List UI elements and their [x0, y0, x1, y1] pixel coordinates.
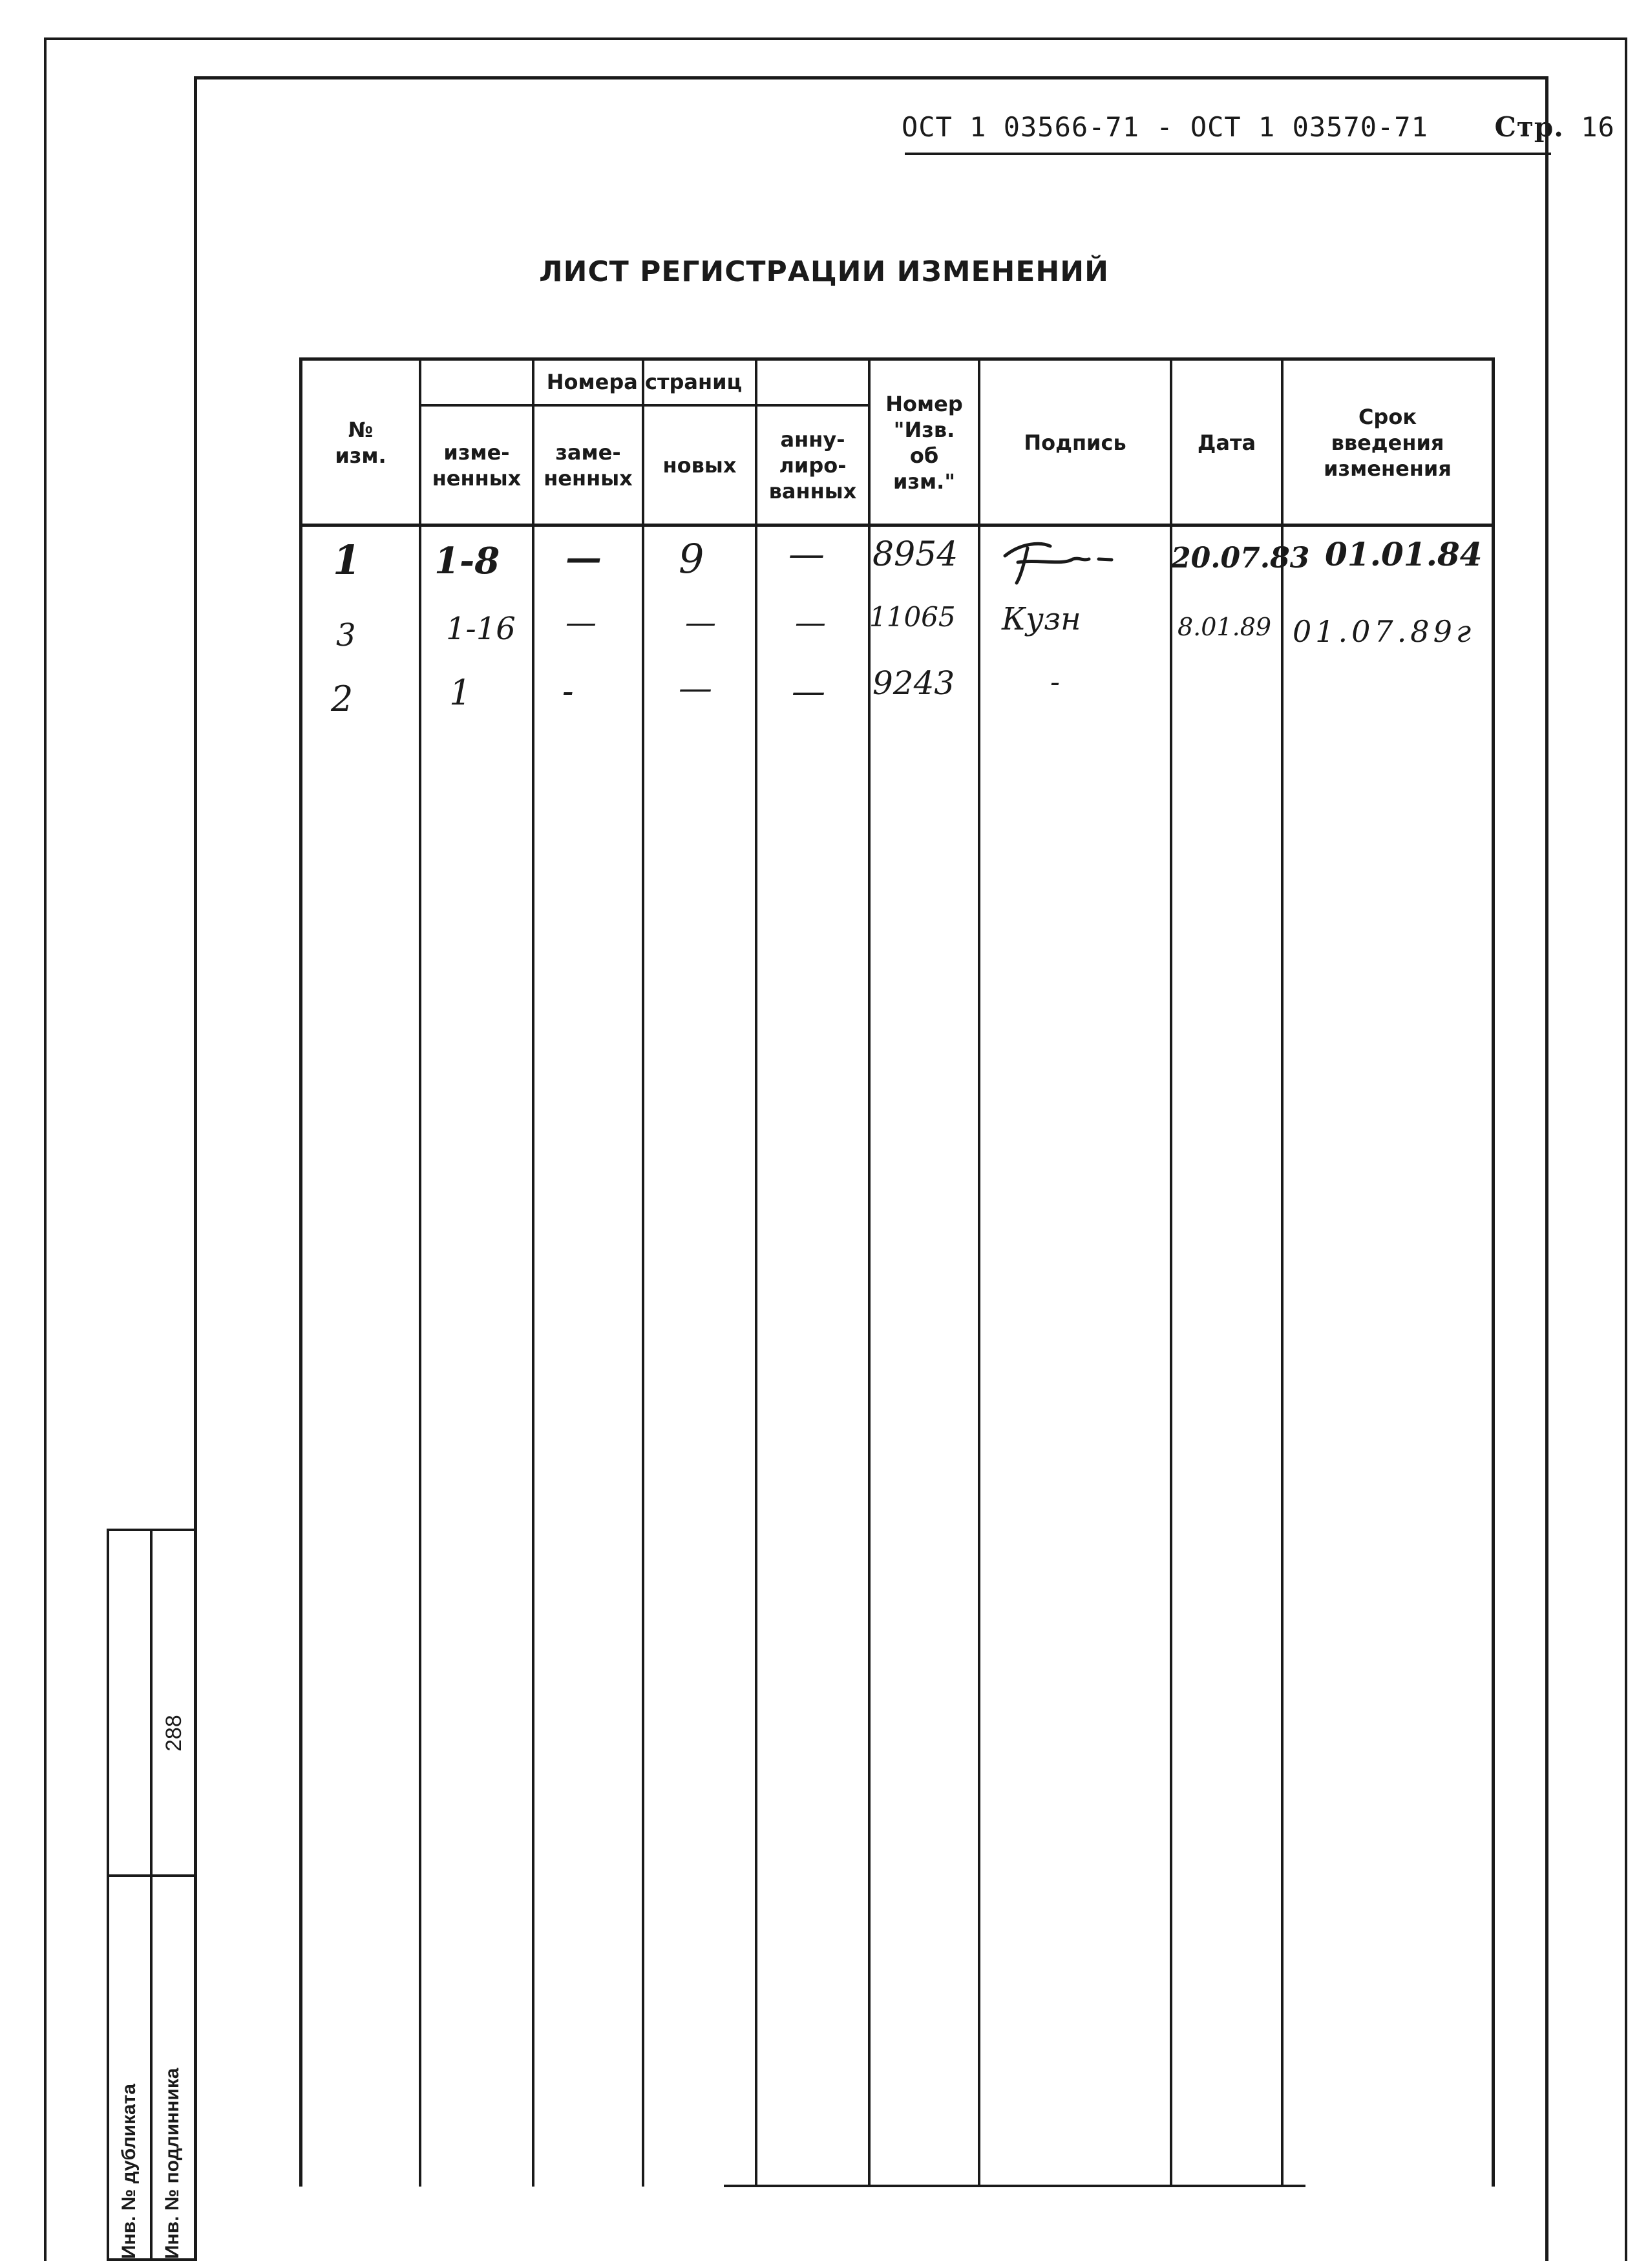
- stamp-divider: [150, 1529, 153, 2261]
- inv-duplicate-label: Инв. № дубликата: [118, 2083, 140, 2259]
- header-num: № изм.: [335, 418, 386, 468]
- col-divider: [1170, 357, 1172, 2187]
- doc-code: ОСТ 1 03566-71 - ОСТ 1 03570-71: [902, 111, 1428, 143]
- row1-signature: [992, 530, 1121, 588]
- col-divider: [755, 357, 757, 2187]
- row3-annulled: —: [792, 672, 825, 711]
- row2-notice: 11065: [869, 601, 956, 633]
- header-signature: Подпись: [1024, 430, 1126, 455]
- col-divider: [419, 357, 421, 2187]
- col-divider: [1281, 357, 1284, 2187]
- header-divider: [299, 524, 1495, 527]
- header-date: Дата: [1197, 430, 1256, 455]
- outer-border-left: [44, 37, 47, 2261]
- col-divider: [978, 357, 980, 2187]
- header-changed: изме- ненных: [432, 440, 522, 491]
- row2-changed: 1-16: [446, 611, 516, 647]
- stamp-divider: [107, 1874, 195, 1877]
- row2-effective: 01.07.89г: [1293, 614, 1475, 649]
- row3-signature: -: [1050, 666, 1060, 699]
- row1-annulled: —: [788, 533, 825, 575]
- header-pages-group: Номера страниц: [546, 370, 743, 394]
- page-header: [902, 111, 1615, 143]
- outer-border-top: [44, 37, 1627, 40]
- page-label: Стр.: [1494, 111, 1564, 143]
- header-new: новых: [662, 453, 737, 478]
- row1-date: 20.07.83: [1171, 542, 1310, 575]
- row1-num: 1: [333, 536, 361, 584]
- row3-notice: 9243: [872, 664, 955, 702]
- row1-changed: 1-8: [434, 540, 500, 582]
- row2-new: —: [685, 604, 716, 641]
- row1-effective: 01.01.84: [1325, 535, 1483, 573]
- row3-replaced: -: [562, 672, 574, 711]
- row2-date: 8.01.89: [1178, 613, 1272, 641]
- row2-signature: Кузн: [1002, 601, 1081, 637]
- outer-border-right: [1625, 37, 1627, 2261]
- row2-annulled: —: [795, 604, 826, 641]
- header-effective: Срок введения изменения: [1324, 405, 1452, 481]
- row1-new: 9: [679, 535, 704, 582]
- header-underline: [905, 153, 1551, 155]
- col-divider: [532, 357, 534, 2187]
- header-notice: Номер "Изв. об изм.": [885, 392, 963, 494]
- inv-original-label: Инв. № подлинника: [162, 2068, 183, 2259]
- header-annulled: анну- лиро- ванных: [768, 427, 857, 503]
- row1-replaced: —: [565, 536, 602, 579]
- header-replaced: заме- ненных: [544, 440, 633, 491]
- row3-changed: 1: [449, 672, 472, 713]
- page-number: 16: [1581, 111, 1615, 143]
- col-divider: [642, 357, 644, 2187]
- document-title: ЛИСТ РЕГИСТРАЦИИ ИЗМЕНЕНИЙ: [539, 255, 1109, 288]
- row2-num: 3: [336, 617, 356, 653]
- row3-num: 2: [331, 679, 354, 719]
- row1-notice: 8954: [872, 535, 958, 574]
- table-bottom-line: [724, 2185, 1305, 2187]
- row3-new: —: [679, 669, 712, 708]
- group-divider: [419, 404, 870, 407]
- row2-replaced: —: [565, 604, 597, 641]
- inv-original-number: 288: [162, 1715, 186, 1752]
